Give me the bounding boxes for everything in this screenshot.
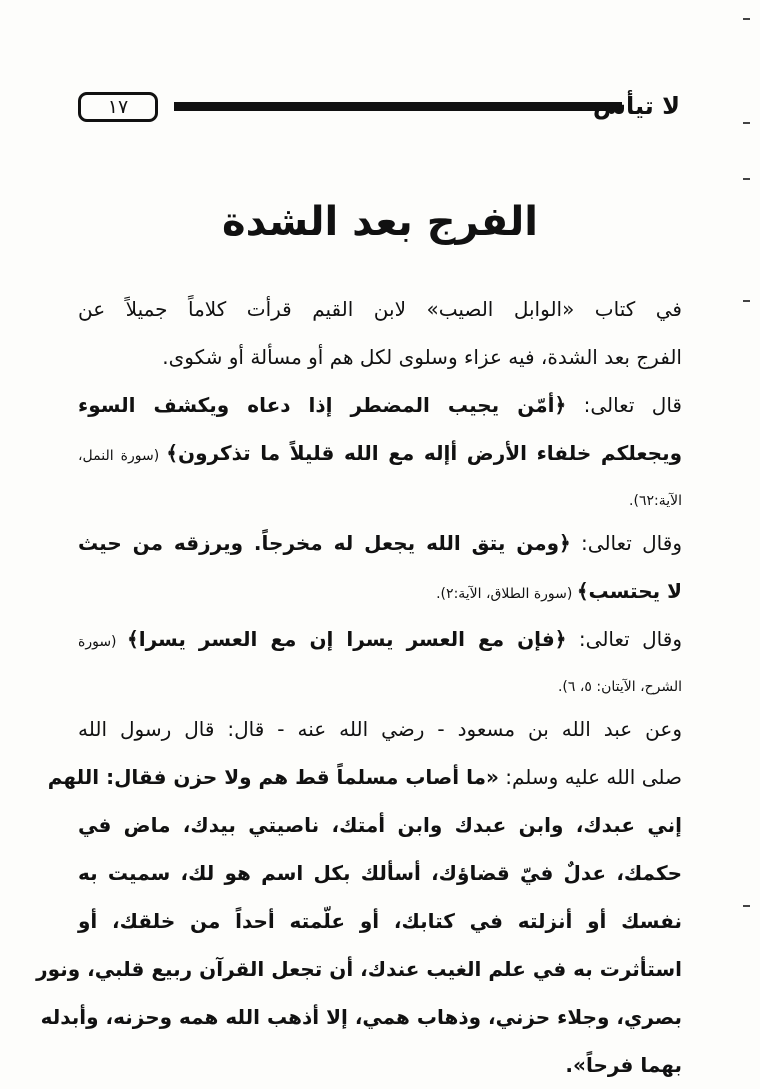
verse-lead: قال تعالى:: [566, 393, 682, 417]
paragraph-text: الفرج بعد الشدة، فيه عزاء وسلوى لكل هم أو مسألة أو شكوى.: [162, 345, 682, 369]
text-line: [78, 519, 682, 567]
text-line: [47, 753, 682, 801]
text-line: [40, 993, 682, 1041]
verse-reference: الآية:٦٢).: [629, 493, 682, 509]
text-line: [78, 705, 682, 753]
text-line: [78, 567, 682, 615]
text-line: [78, 477, 682, 519]
hadith-text: إني عبدك، وابن عبدك وابن أمتك، ناصيتي بيدك، ماض في: [78, 813, 682, 837]
page-number: ١٧: [78, 92, 158, 122]
hadith-text: حكمك، عدلٌ فيّ قضاؤك، أسألك بكل اسم هو لك، سميت به: [78, 861, 682, 885]
text-line: [78, 897, 682, 945]
text-line: [78, 801, 682, 849]
verse-lead: وقال تعالى:: [570, 531, 682, 555]
paragraph-text: صلى الله عليه وسلم:: [498, 765, 682, 789]
scan-mark: [743, 178, 750, 180]
paragraph-text: وعن عبد الله بن مسعود - رضي الله عنه - قال: قال رسول الله: [78, 717, 682, 741]
scan-mark: [743, 18, 750, 20]
text-line: [78, 333, 682, 381]
quran-verse: ويجعلكم خلفاء الأرض أإله مع الله قليلاً ما تذكرون﴾: [166, 441, 683, 465]
text-line: [78, 663, 682, 705]
text-line: [78, 285, 682, 333]
running-title: لا تيأس: [592, 92, 680, 120]
quran-verse: لا يحتسب﴾: [576, 579, 682, 603]
header-rule: [174, 102, 622, 111]
hadith-text: نفسك أو أنزلته في كتابك، أو علّمته أحداً من خلقك، أو: [78, 909, 682, 933]
quran-verse: ﴿أمّن يجيب المضطر إذا دعاه ويكشف السوء: [78, 393, 567, 417]
verse-reference: (سورة النمل،: [78, 448, 167, 464]
verse-reference: (سورة: [78, 634, 128, 650]
text-line: [78, 849, 682, 897]
body-text: [36, 285, 683, 1089]
paragraph-text: في كتاب «الوابل الصيب» لابن القيم قرأت كلاماً جميلاً عن: [78, 297, 682, 321]
scan-mark: [743, 300, 750, 302]
scan-mark: [743, 122, 750, 124]
text-line: [78, 429, 682, 477]
chapter-title: الفرج بعد الشدة: [222, 199, 538, 245]
text-line: [78, 615, 682, 663]
page-header: [78, 88, 680, 128]
scan-mark: [743, 905, 750, 907]
text-line: [78, 381, 682, 429]
hadith-text: استأثرت به في علم الغيب عندك، أن تجعل القرآن ربيع قلبي، ونور: [36, 957, 682, 981]
quran-verse: ﴿فإن مع العسر يسرا إن مع العسر يسرا﴾: [127, 627, 567, 651]
text-line: [78, 1041, 682, 1089]
quran-verse: ﴿ومن يتق الله يجعل له مخرجاً. ويرزقه من حيث: [78, 531, 571, 555]
hadith-text: بهما فرحاً».: [565, 1053, 682, 1077]
hadith-text: «ما أصاب مسلماً قط هم ولا حزن فقال: اللهم: [47, 765, 499, 789]
verse-reference: الشرح، الآيتان: ٥، ٦).: [557, 679, 682, 695]
hadith-text: بصري، وجلاء حزني، وذهاب همي، إلا أذهب الله همه وحزنه، وأبدله: [40, 1005, 682, 1029]
text-line: [36, 945, 682, 993]
verse-lead: وقال تعالى:: [566, 627, 682, 651]
verse-reference: (سورة الطلاق، الآية:٢).: [436, 586, 577, 602]
